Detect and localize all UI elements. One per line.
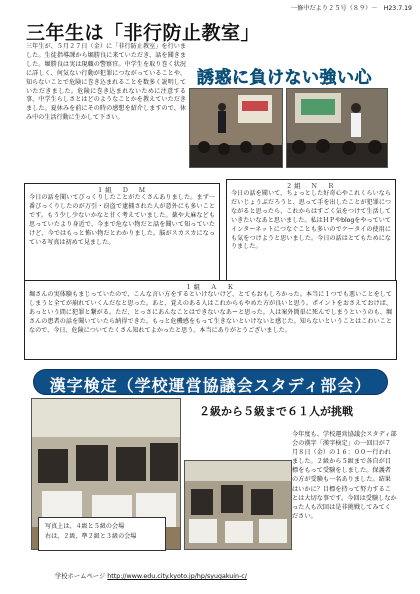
lecture-photo-left-image (190, 89, 282, 167)
school-homepage (55, 571, 247, 580)
kanji-test-banner (33, 369, 388, 395)
photo-caption (38, 517, 166, 551)
comment-class-label: ２組 Ｎ Ｒ (285, 182, 337, 190)
comment-class-label: １組 Ａ Ｋ (185, 283, 236, 291)
exam-photo-right (184, 460, 292, 550)
comment-box-1 (24, 183, 220, 291)
kanji-test-banner-title: 漢字検定（学校運営協議会スタディ部会） (49, 376, 372, 395)
homepage-link[interactable]: http://www.edu.city.kyoto.jp/hp/syugakuin-c/ (107, 573, 247, 580)
lecture-photo-left (189, 88, 283, 168)
comment-text: 堀さんの実体験もまじっていたので、こんな言い方をするといけないけど、とてもおもしろかった。本当に１つでも悪いことをしてしまうと全てが崩れていくんだなと思った。あと、覚えのある人はこれからもやめた方が良いと思う。ポイントをおさえておけば、あっという間に犯罪と繋がる。ただ、とっさにあんなことはできないなあーと思った。人は案外簡単に死んでしまうというのも、堀さんの患者の話を聞いていたら納得できた。もっと危機感をもって生きないといけないと感じた。知らないということはこわいことなので、今日、危険についてたくさん知れてよかったと思う。本当にありがとうございました。 (29, 291, 392, 334)
exam-photo-right-image (185, 461, 291, 549)
article-intro: 三年生が、５月２７日（金）に「非行防止教室」を行いました。生徒指導課から堀勝良に来ていただき、話を聞きました。堀勝良は実は現職の警察官。中学生を取り巻く状況に詳しく、何気ない行動が犯罪につながっていることや、知らないことで危険に巻き込まれることを数多く説明していただきました。危険に巻き込まれないために注意する事、中学生らしさとはどのようなことかを教えていただきました。夏休みを前にその時の感想を紹介しますので、休み中の生活行動に生かして下さい。 (26, 43, 186, 122)
comment-box-2 (226, 179, 396, 291)
article-title: 三年生は「非行防止教室」 (26, 22, 261, 44)
caption-line-2: 右は、２級、準２級と３級の会場 (45, 533, 137, 540)
comment-box-3 (24, 280, 397, 360)
kanji-test-body: 今年度も、学校運営協議会スタディ部会の漢字「漢字検定」の一回目が７月８日（金）の１６：００〜行われました。２級から５級まで各自が目標をもって受験をしました。保護者の方が受験も一名ありました。結果はいかに？目標を持って努力することは大切な事です。今回は受験しなかった人も次回は是非挑戦してみてください。 (292, 431, 397, 520)
lecture-photo-right-image (287, 89, 387, 167)
kanji-test-subtitle: ２級から５級まで６１人が挑戦 (199, 405, 353, 418)
comment-class-label: １組 Ｄ Ｍ (96, 186, 148, 194)
newsletter-header: 一修中だより２５号（８９）－ H23.7.19 (290, 5, 412, 12)
lecture-photo-right (286, 88, 388, 168)
comment-text: 今日の話を聞いて、ちょっとした好奇心やこれくらいならだいじょうぶだろうと、思って手を出したことが犯罪につながると思ったら、これからはすごく気をつけて生活していきたいなあと思いました。私はＨＰやblogをやっていてインターネットにつなぐことも多いのでケータイの使用にも気をつけようと思いました。今日の話はとてもためになりました。 (231, 190, 391, 251)
homepage-label: 学校ホームページ (55, 573, 106, 580)
comment-text: 今日の話を聞いてびっくりしたことがたくさんありました。まず一番びっくりしたのが万引・窃盗で逮捕された人が意外にも多いことです。もう少し少ないかなと甘く考えていました。薬や大麻なども思っていたより身近で、今まで危ない物だと話を聞いて知っていたけど、今ではもっと怖い物だとわかりました。脳がスカスカになっている写真は初めて見ました。 (29, 194, 215, 246)
banner-title: 誘惑に負けない強い心 (197, 68, 372, 88)
caption-line-1: 写真上は、４級と５級の会場 (45, 523, 125, 530)
